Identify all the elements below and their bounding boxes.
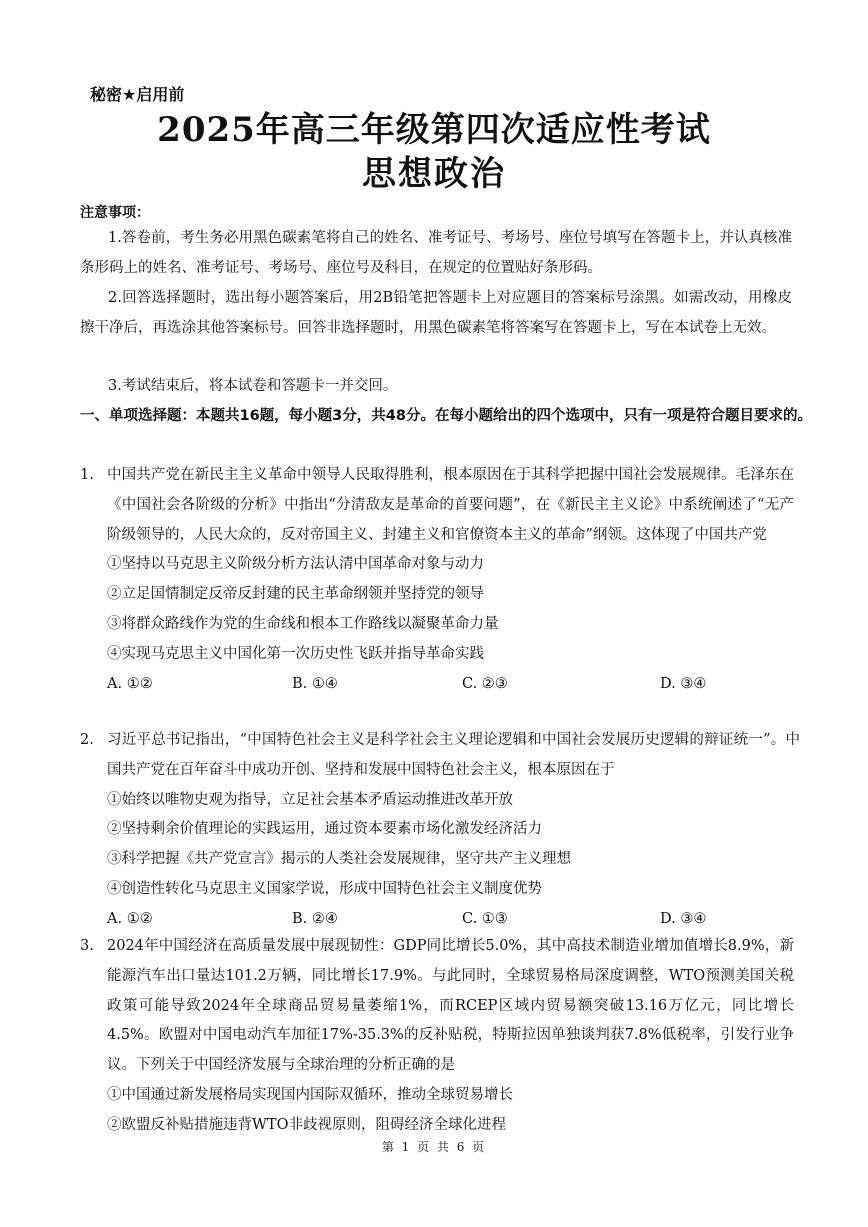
question-number: 2.: [80, 732, 94, 748]
question-stem: 中国共产党在新民主主义革命中领导人民取得胜利，根本原因在于其科学把握中国社会发展规律。毛泽东在《中国社会各阶级的分析》中指出“分清敌友是革命的首要问题”，在《新民主主义论》中系统阐述了“无产阶级领导的，人民大众的，反对帝国主义、封建主义和官僚资本主义的革命”纲领。这体现了中国共产党: [107, 467, 794, 543]
statement-option: ①始终以唯物史观为指导，立足社会基本矛盾运动推进改革开放: [107, 791, 513, 808]
question-number: 3.: [80, 938, 94, 954]
statement-option: ④实现马克思主义中国化第一次历史性飞跃并指导革命实践: [107, 645, 484, 662]
statement-option: ①坚持以马克思主义阶级分析方法认清中国革命对象与动力: [107, 556, 484, 573]
statement-option: ①中国通过新发展格局实现国内国际双循环，推动全球贸易增长: [107, 1086, 513, 1103]
note-item-2: 2.回答选择题时，选出每小题答案后，用2B铅笔把答题卡上对应题目的答案标号涂黑。如需改动，用橡皮擦干净后，再选涂其他答案标号。回答非选择题时，用黑色碳素笔将答案写在答题卡上，写在本试卷上无效。: [80, 290, 792, 336]
question-1: [80, 461, 794, 699]
choice-c: C. ②③: [462, 675, 508, 692]
answer-choices: [107, 670, 794, 700]
choice-d: D. ③④: [660, 675, 707, 692]
choice-b: B. ①④: [292, 675, 338, 692]
question-stem: 2024年中国经济在高质量发展中展现韧性：GDP同比增长5.0%，其中高技术制造业增加值增长8.9%，新能源汽车出口量达101.2万辆，同比增长17.9%。与此同时，全球贸易格局深度调整，WTO预测美国关税政策可能导致2024年全球商品贸易量萎缩1%，而RCEP区域内贸易额突破13.16万亿元，同比增长4.5%。欧盟对中国电动汽车加征17%-35.3%的反补贴税，特斯拉因单独谈判获7.8%低税率，引发行业争议。下列关于中国经济发展与全球治理的分析正确的是: [107, 938, 794, 1074]
question-2: [80, 726, 800, 935]
statement-option: ④创造性转化马克思主义国家学说，形成中国特色社会主义制度优势: [107, 880, 542, 897]
confidential-label: 秘密★启用前: [90, 85, 185, 104]
page-number: 第 1 页 共 6 页: [381, 1140, 487, 1154]
statement-option: ②立足国情制定反帝反封建的民主革命纲领并坚持党的领导: [107, 586, 484, 603]
choice-a: A. ①②: [107, 675, 153, 692]
exam-title: 2025年高三年级第四次适应性考试: [157, 110, 711, 150]
choice-b: B. ②④: [292, 910, 338, 927]
question-number: 1.: [80, 467, 94, 483]
question-stem: 习近平总书记指出，“中国特色社会主义是科学社会主义理论逻辑和中国社会发展历史逻辑的辩证统一”。中国共产党在百年奋斗中成功开创、坚持和发展中国特色社会主义，根本原因在于: [107, 732, 800, 778]
statement-option: ③科学把握《共产党宣言》揭示的人类社会发展规律，坚守共产主义理想: [107, 851, 571, 868]
statement-option: ②欧盟反补贴措施违背WTO非歧视原则，阻碍经济全球化进程: [107, 1116, 506, 1133]
question-3: [80, 932, 794, 1141]
notes-heading: 注意事项：: [80, 205, 150, 221]
choice-d: D. ③④: [660, 910, 707, 927]
note-item-1: 1.答卷前，考生务必用黑色碳素笔将自己的姓名、准考证号、考场号、座位号填写在答题卡上，并认真核准条形码上的姓名、准考证号、考场号、座位号及科目，在规定的位置贴好条形码。: [80, 230, 792, 276]
choice-a: A. ①②: [107, 910, 153, 927]
answer-choices: [107, 905, 794, 935]
subject-title: 思想政治: [362, 154, 506, 194]
statement-option: ③将群众路线作为党的生命线和根本工作路线以凝聚革命力量: [107, 615, 499, 632]
choice-c: C. ①③: [462, 910, 508, 927]
note-item-3: 3.考试结束后，将本试卷和答题卡一并交回。: [108, 378, 398, 394]
statement-option: ②坚持剩余价值理论的实践运用，通过资本要素市场化激发经济活力: [107, 821, 542, 838]
section-heading: 一、单项选择题：本题共16题，每小题3分，共48分。在每小题给出的四个选项中，只有一项是符合题目要求的。: [80, 408, 812, 424]
